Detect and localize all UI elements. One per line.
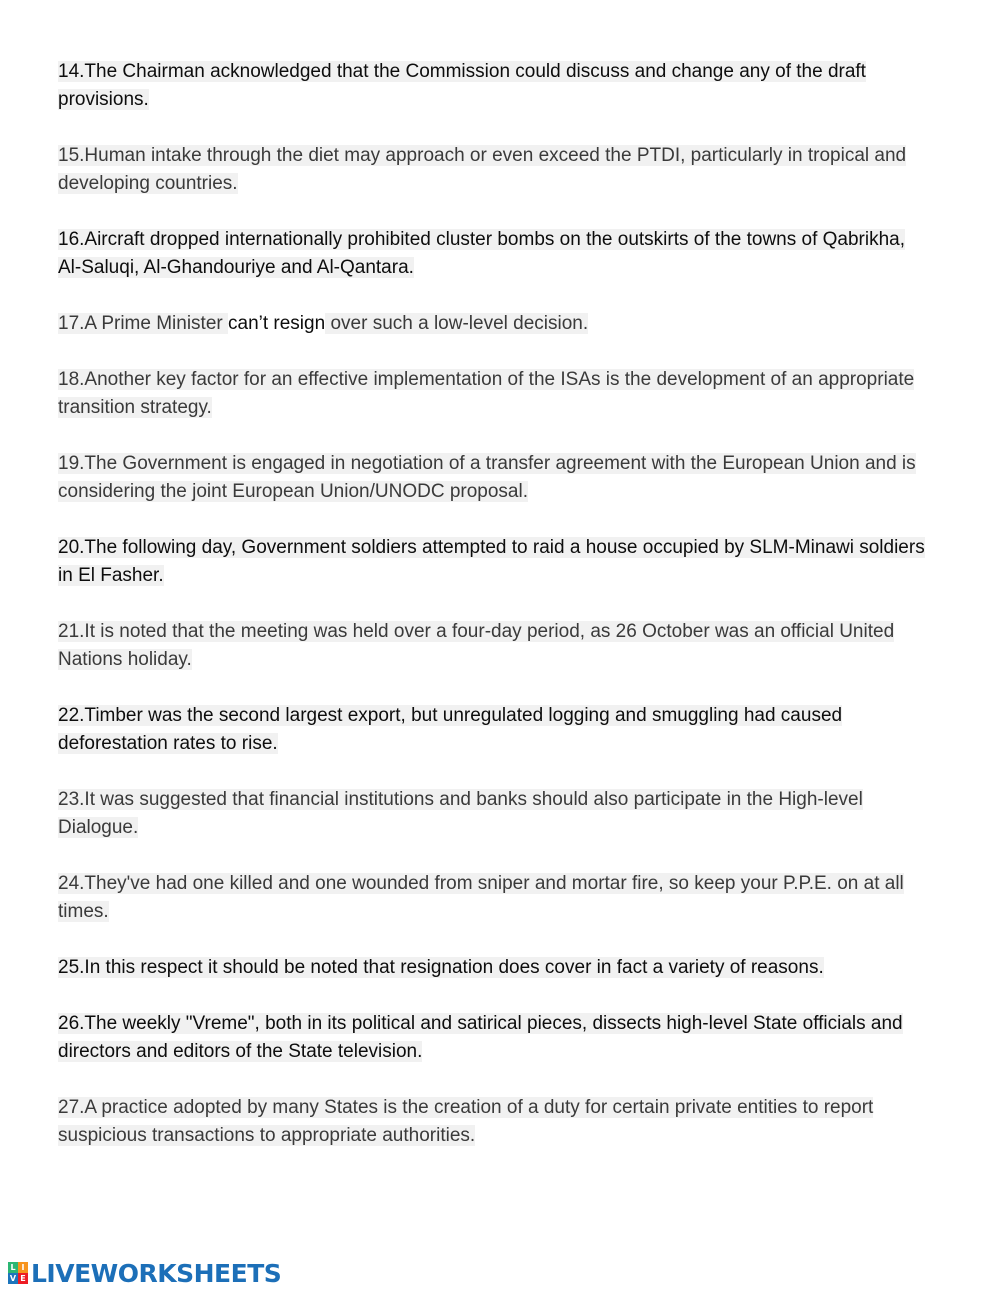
logo-mark-e: E <box>18 1273 28 1284</box>
liveworksheets-logo[interactable] <box>8 1259 281 1287</box>
sentence-18: 18.Another key factor for an effective implementation of the ISAs is the development of an appropriate transition strategy. <box>58 369 915 418</box>
sentence-22: 22.Timber was the second largest export, but unregulated logging and smuggling had caused deforestation rates to rise. <box>58 705 843 754</box>
sentence-24: 24.They've had one killed and one wounded from sniper and mortar fire, so keep your P.P.E. on at all times. <box>58 873 904 922</box>
logo-mark-l: L <box>8 1262 18 1273</box>
sentence-20: 20.The following day, Government soldiers attempted to raid a house occupied by SLM-Minawi soldiers in El Fasher. <box>58 537 925 586</box>
sentence-16: 16.Aircraft dropped internationally prohibited cluster bombs on the outskirts of the towns of Qabrikha, Al-Saluqi, Al-Ghandouriye and Al-Qantara. <box>58 229 906 278</box>
sentence-15: 15.Human intake through the diet may approach or even exceed the PTDI, particularly in tropical and developing countries. <box>58 145 907 194</box>
sentence-17: 17.A Prime Minister can’t resign over such a low-level decision. <box>58 313 589 334</box>
logo-text: LIVEWORKSHEETS <box>31 1258 282 1288</box>
sentence-14: 14.The Chairman acknowledged that the Commission could discuss and change any of the draft provisions. <box>58 61 866 110</box>
logo-mark-icon <box>8 1262 28 1284</box>
sentence-17-gap: can’t resign <box>228 313 326 334</box>
sentence-19: 19.The Government is engaged in negotiation of a transfer agreement with the European Union and is considering the joint European Union/UNODC proposal. <box>58 453 916 502</box>
sentence-27: 27.A practice adopted by many States is the creation of a duty for certain private entities to report suspicious transactions to appropriate authorities. <box>58 1097 874 1146</box>
logo-mark-i: I <box>18 1262 28 1273</box>
worksheet-body <box>58 58 928 1178</box>
sentence-26: 26.The weekly "Vreme", both in its political and satirical pieces, dissects high-level State officials and directors and editors of the State television. <box>58 1013 903 1062</box>
logo-mark-v: V <box>9 1274 17 1283</box>
sentence-23: 23.It was suggested that financial institutions and banks should also participate in the High-level Dialogue. <box>58 789 863 838</box>
sentence-25: 25.In this respect it should be noted that resignation does cover in fact a variety of reasons. <box>58 957 824 978</box>
sentence-21: 21.It is noted that the meeting was held over a four-day period, as 26 October was an official United Nations holiday. <box>58 621 895 670</box>
